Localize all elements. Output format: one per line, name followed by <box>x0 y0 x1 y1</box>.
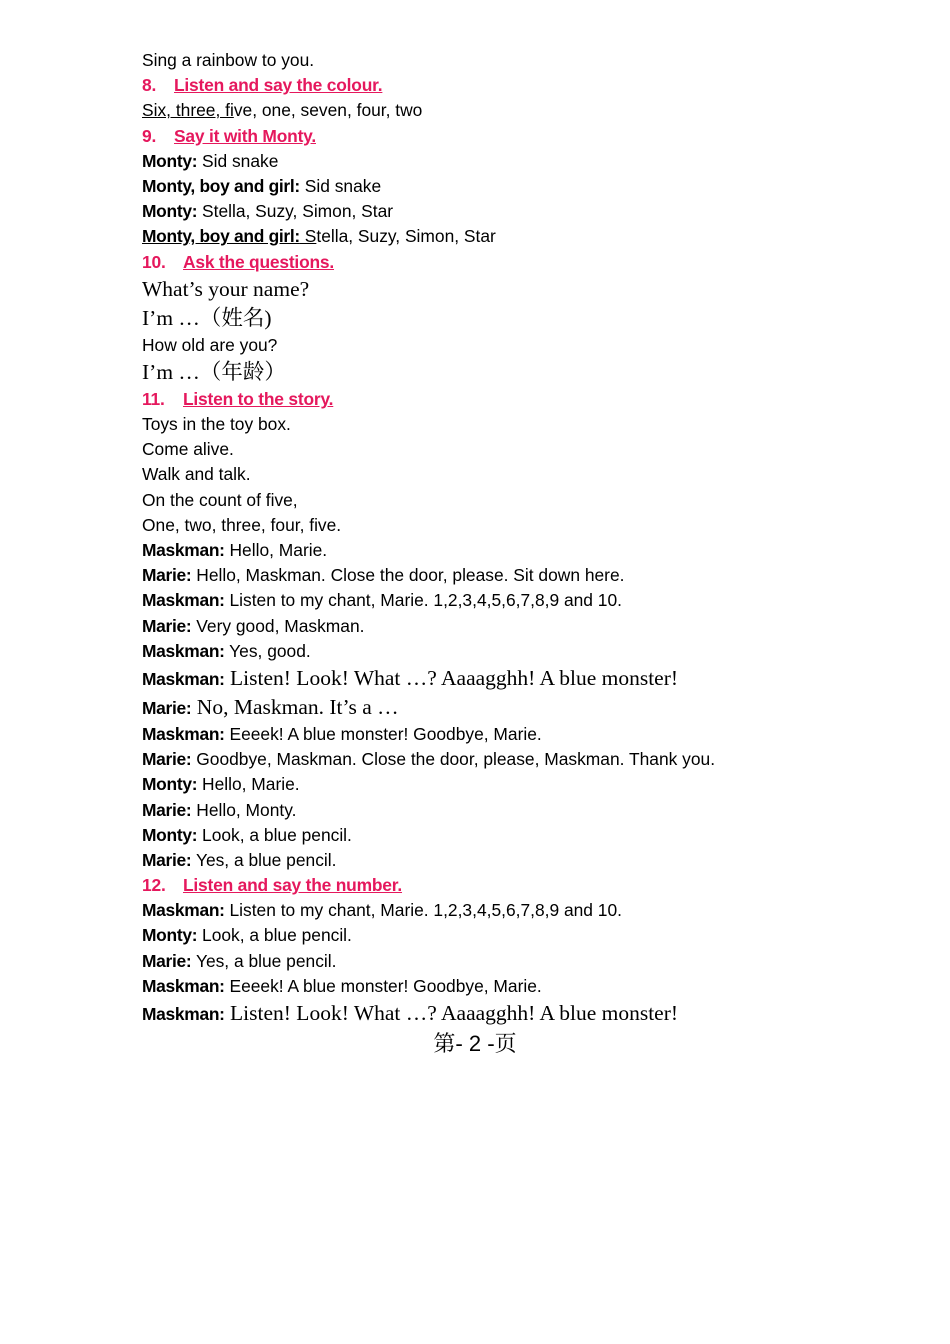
dialogue-line <box>142 199 842 224</box>
speaker: Marie: <box>142 697 192 718</box>
speaker: Marie: <box>142 565 192 586</box>
heading-title: Say it with Monty. <box>174 125 316 146</box>
story-line: Come alive. <box>142 439 234 460</box>
dialogue-text: Yes, a blue pencil. <box>191 849 337 870</box>
speaker: Monty: <box>142 774 198 795</box>
dialogue-text-underlined: S <box>299 226 317 247</box>
dialogue-text: Yes, a blue pencil. <box>191 950 337 971</box>
dialogue-line <box>142 639 842 664</box>
dialogue-text: Listen! Look! What …? Aaaagghh! A blue monster! <box>224 1001 679 1025</box>
speaker: Marie: <box>142 749 192 770</box>
dialogue-text: Look, a blue pencil. <box>197 925 352 946</box>
dialogue-text: Sid snake <box>299 175 382 196</box>
song-line: Sing a rainbow to you. <box>142 50 315 70</box>
dialogue-line <box>142 747 842 772</box>
dialogue-line <box>142 949 842 974</box>
dialogue-text: tella, Suzy, Simon, Star <box>316 226 496 247</box>
answer-line: I’m …（姓名) <box>142 305 272 330</box>
dialogue-line <box>142 974 842 999</box>
speaker: Monty: <box>142 201 198 222</box>
heading-number: 8. <box>142 75 157 96</box>
story-line: Toys in the toy box. <box>142 414 291 435</box>
page-number-footer <box>0 1028 950 1061</box>
heading-10 <box>142 250 842 275</box>
speaker: Marie: <box>142 799 192 820</box>
page-content <box>142 48 842 1028</box>
speaker: Maskman: <box>142 540 225 560</box>
footer-suffix: -页 <box>487 1032 517 1057</box>
heading-number: 9. <box>142 125 157 146</box>
dialogue-text: No, Maskman. It’s a … <box>191 694 399 719</box>
speaker: Maskman: <box>142 1004 225 1024</box>
speaker: Maskman: <box>142 900 225 921</box>
heading-title: Listen and say the number. <box>183 875 403 896</box>
heading-title: Ask the questions. <box>183 251 335 272</box>
dialogue-line <box>142 823 842 848</box>
dialogue-line <box>142 563 842 588</box>
speaker: Monty: <box>142 150 198 171</box>
dialogue-line <box>142 664 842 693</box>
heading-9 <box>142 124 842 149</box>
heading-11 <box>142 387 842 412</box>
dialogue-text: Hello, Maskman. Close the door, please. Sit down here. <box>191 565 625 586</box>
dialogue-text: Listen to my chant, Marie. 1,2,3,4,5,6,7,8,9 and 10. <box>224 590 622 611</box>
dialogue-line <box>142 898 842 923</box>
speaker: Maskman: <box>142 668 225 689</box>
dialogue-line <box>142 772 842 797</box>
speaker: Monty: <box>142 925 198 946</box>
colour-line-underlined: Six, three, fi <box>142 100 234 121</box>
speaker: Maskman: <box>142 590 225 611</box>
dialogue-text: Goodbye, Maskman. Close the door, please, Maskman. Thank you. <box>191 749 716 770</box>
dialogue-text: Very good, Maskman. <box>191 615 365 636</box>
dialogue-line <box>142 588 842 613</box>
question-line: How old are you? <box>142 334 278 355</box>
story-line: On the count of five, <box>142 489 298 510</box>
speaker: Monty, boy and girl: <box>142 175 300 196</box>
dialogue-text: Stella, Suzy, Simon, Star <box>197 201 394 222</box>
speaker: Monty: <box>142 824 198 845</box>
speaker: Marie: <box>142 950 192 971</box>
dialogue-line <box>142 798 842 823</box>
dialogue-text: Hello, Marie. <box>197 774 300 795</box>
dialogue-line <box>142 224 842 249</box>
speaker: Maskman: <box>142 723 225 744</box>
dialogue-line <box>142 923 842 948</box>
heading-number: 10. <box>142 251 166 272</box>
heading-12 <box>142 873 842 898</box>
answer-line: I’m …（年龄） <box>142 359 286 384</box>
dialogue-line <box>142 722 842 747</box>
heading-title: Listen to the story. <box>183 388 334 409</box>
dialogue-line <box>142 693 842 722</box>
speaker: Marie: <box>142 615 192 636</box>
footer-page-number: 2 <box>462 1031 488 1056</box>
speaker: Monty, boy and girl: <box>142 226 300 247</box>
dialogue-text: Sid snake <box>197 150 279 171</box>
speaker: Maskman: <box>142 640 225 661</box>
heading-title: Listen and say the colour. <box>174 75 383 96</box>
dialogue-text: Eeeek! A blue monster! Goodbye, Marie. <box>224 975 542 996</box>
dialogue-text: Look, a blue pencil. <box>197 824 352 845</box>
dialogue-line <box>142 174 842 199</box>
heading-number: 11. <box>142 388 165 409</box>
story-line: Walk and talk. <box>142 464 251 485</box>
heading-number: 12. <box>142 875 166 896</box>
question-line: What’s your name? <box>142 276 310 301</box>
speaker: Marie: <box>142 849 192 870</box>
dialogue-text: Hello, Marie. <box>224 540 328 560</box>
colour-line <box>142 98 842 123</box>
dialogue-text: Listen to my chant, Marie. 1,2,3,4,5,6,7,8,9 and 10. <box>224 900 622 921</box>
story-line: One, two, three, four, five. <box>142 514 342 535</box>
dialogue-text: Eeeek! A blue monster! Goodbye, Marie. <box>224 723 542 744</box>
dialogue-line <box>142 999 842 1028</box>
dialogue-line <box>142 614 842 639</box>
dialogue-line <box>142 848 842 873</box>
heading-8 <box>142 73 842 98</box>
speaker: Maskman: <box>142 975 225 996</box>
dialogue-text: Yes, good. <box>224 640 311 661</box>
dialogue-text: Listen! Look! What …? Aaaagghh! A blue monster! <box>224 665 679 690</box>
dialogue-text: Hello, Monty. <box>191 799 297 820</box>
dialogue-line <box>142 538 842 563</box>
dialogue-line <box>142 149 842 174</box>
colour-line-rest: ve, one, seven, four, two <box>233 100 423 121</box>
footer-prefix: 第- <box>433 1032 463 1057</box>
